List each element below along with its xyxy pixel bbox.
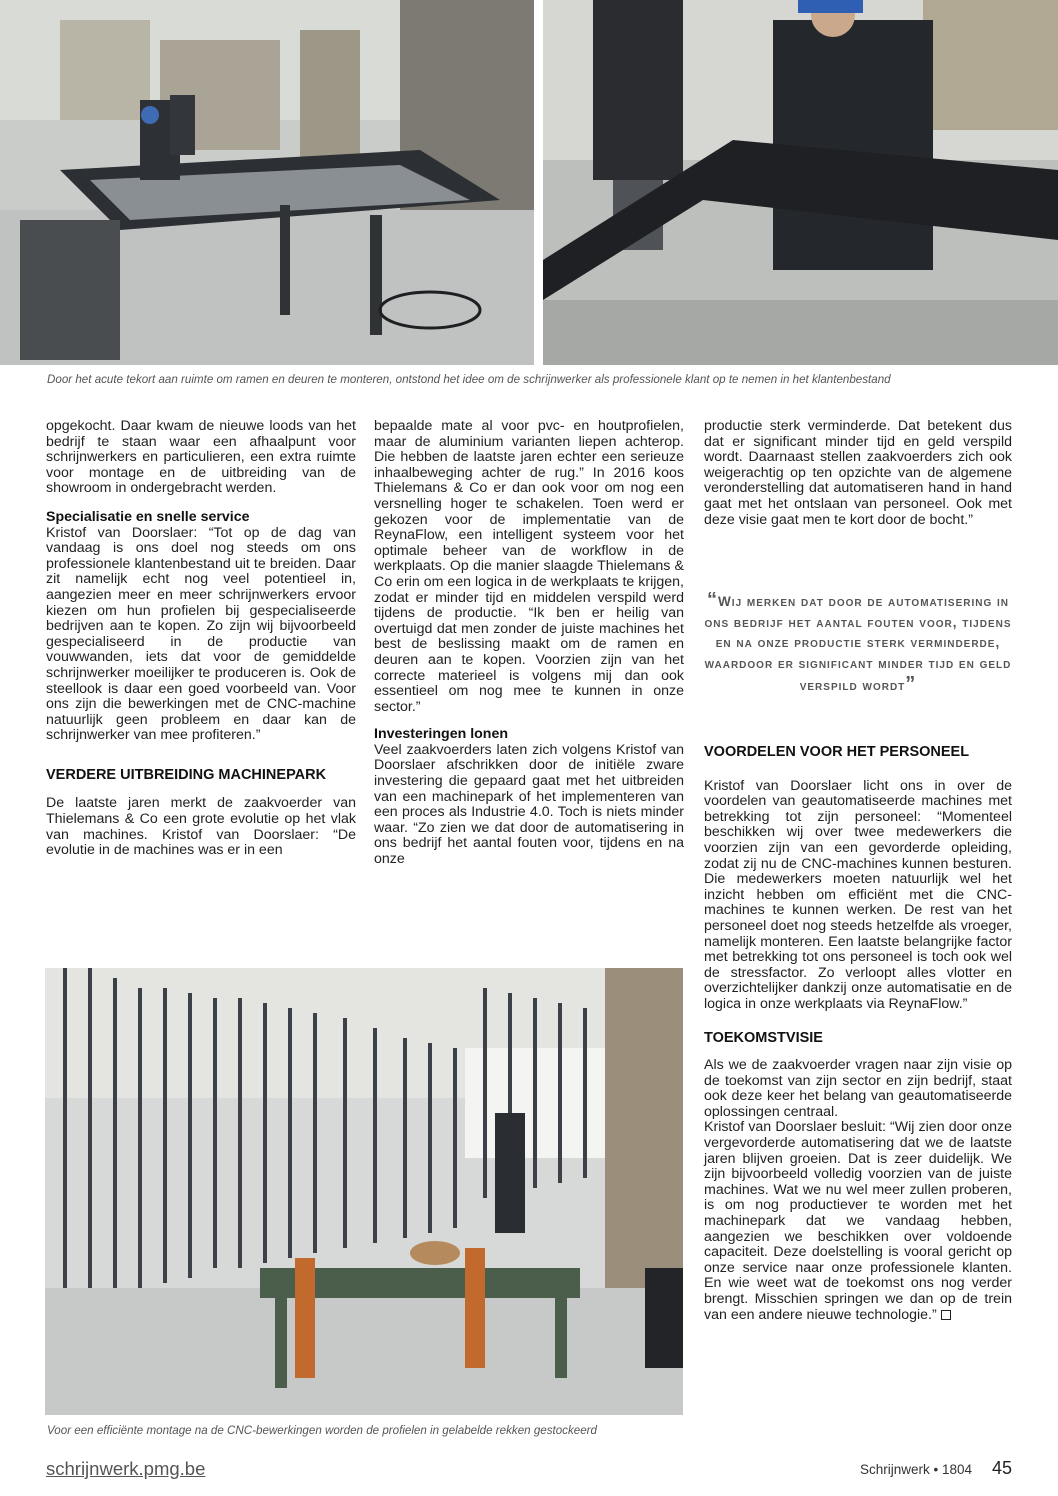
paragraph: productie sterk verminderde. Dat betekent dus dat er significant minder tijd en geld verspild wordt. Daarnaast stellen zaakvoerders zich ook weigerachtig op ten opzichte van de algemene veronderstelling dat automatiseren hand in hand gaat met het ontslaan van personeel. Ook met deze visie gaat men te kort door de bocht.” [704, 418, 1012, 528]
photo-storage-racks [45, 968, 683, 1415]
section-heading-toekomstvisie: TOEKOMSTVISIE [704, 1029, 823, 1046]
paragraph: bepaalde mate al voor pvc- en houtprofielen, maar de aluminium varianten liepen achterop. Die hebben de laatste jaren echter een serieuze inhaalbeweging achter de rug.” In 2016 koos Thielemans & Co er dan ook voor om nog een versnelling hoger te schakelen. Toen werd er gekozen voor de implementatie van de ReynaFlow, een intelligent systeem voor het optimale beheer van de workflow in de werkplaats. Op die manier slaagde Thielemans & Co erin om een logica in de werkplaats te krijgen, zodat er minder tijd en middelen verspild werd tijdens de productie. “Ik ben er heilig van overtuigd dat men zonder de juiste machines het best de beslissing maakt om de ramen en deuren aan te kopen. Voorzien zijn van het correcte materieel is volgens mij dan ook essentieel om nog mee te kunnen in onze sector.” [374, 418, 684, 715]
article-column-3 [704, 745, 1012, 1323]
article-column-2 [374, 419, 684, 868]
subheading-investeringen: Investeringen lonen [374, 726, 509, 743]
paragraph: opgekocht. Daar kwam de nieuwe loods van het bedrijf te staan waar een afhaalpunt voor schrijnwerkers en particulieren, een extra ruimte voor montage en de uitbreiding van de showroom in ondergebracht werden. [46, 418, 356, 497]
closing-text: Kristof van Doorslaer besluit: “Wij zien door onze vergevorderde automatisering dat we de laatste jaren blijven groeien. Dat is zeer duidelijk. We zijn bijvoorbeeld volledig voorzien van de juiste machines. Wat we nu wel meer zullen proberen, is om nog productiever te worden met het machinepark dat we vandaag hebben, aangezien we beschikken over voldoende capaciteit. Deze doelstelling is vooral gericht op onze service naar onze professionele klanten. En wie weet wat de toekomst ons nog verder brengt. Misschien springen we dan op de trein van een andere nieuwe technologie.” [704, 1119, 1012, 1323]
photo-worker-profile [543, 0, 1058, 365]
paragraph: Kristof van Doorslaer licht ons in over de voordelen van geautomatiseerde machines met betrekking tot zijn personeel: “Momenteel beschikken wij over twee medewerkers die voorzien zijn van een gevorderde opleiding, zodat zij nu de CNC-machines kunnen besturen. Die medewerkers moeten natuurlijk wel het inzicht hebben om efficiënt met die CNC-machines te kunnen werken. De rest van het personeel doet nog steeds hetzelfde als vroeger, namelijk monteren. Een laatste belangrijke factor met betrekking tot ons personeel is toch ook wel de stressfactor. Zo verloopt alles vlotter en overzichtelijker dankzij onze automatisatie en de logica in onze werkplaats via ReynaFlow.” [704, 777, 1012, 1012]
paragraph: Veel zaakvoerders laten zich volgens Kristof van Doorslaer afschrikken door de initiële zware investering die gepaard gaat met het uitbreiden van een machinepark of het implementeren van een proces als Industrie 4.0. Toch is niets minder waar. “Zo zien we dat door de automatisering in ons bedrijf het aantal fouten voor, tijdens en na onze [374, 741, 684, 868]
footer-magazine-issue: Schrijnwerk • 1804 [860, 1462, 973, 1477]
end-mark-icon [941, 1310, 951, 1320]
photo-workshop-assembly [0, 0, 534, 365]
article-column-1 [46, 419, 356, 859]
footer-website-link[interactable]: schrijnwerk.pmg.be [46, 1458, 206, 1479]
section-heading-machinepark: VERDERE UITBREIDING MACHINEPARK [46, 766, 327, 783]
paragraph: Kristof van Doorslaer: “Tot op de dag van vandaag is ons doel nog steeds om ons professionele klantenbestand uit te breiden. Daar zit namelijk echt nog veel potentieel in, aangezien meer en meer schrijnwerkers ervoor kiezen om hun profielen bij gespecialiseerde bedrijven aan te kopen. Zo zijn wij bijvoorbeeld gespecialiseerd in de productie van vouwwanden, iets dat voor de gemiddelde schrijnwerker moeilijker te produceren is. Ook de steellook is daar een goed voorbeeld van. Voor ons zijn die bewerkingen met de CNC-machine natuurlijk geen probleem en daar kan de schrijnwerker van mee profiteren.” [46, 524, 356, 744]
section-heading-personeel: VOORDELEN VOOR HET PERSONEEL [704, 744, 970, 760]
pull-quote-text: Wij merken dat door de automatisering in ons bedrijf het aantal fouten voor, tijdens en na onze productie sterk verminderde, waardoor er significant minder tijd en geld verspild wordt [704, 594, 1012, 694]
paragraph: De laatste jaren merkt de zaakvoerder van Thielemans & Co een grote evolutie op het vlak van machines. Kristof van Doorslaer: “De evolutie in de machines was er in een [46, 795, 356, 859]
pull-quote: “Wij merken dat door de automatisering in ons bedrijf het aantal fouten voor, tijdens en na onze productie sterk verminderde, waardoor er significant minder tijd en geld verspild wordt” [704, 589, 1012, 696]
caption-top-photos: Door het acute tekort aan ruimte om ramen en deuren te monteren, ontstond het idee om de schrijnwerker als professionele klant op te nemen in het klantenbestand [47, 373, 891, 386]
subheading-specialisatie: Specialisatie en snelle service [46, 508, 250, 525]
page-number: 45 [992, 1458, 1013, 1478]
caption-bottom-photo: Voor een efficiënte montage na de CNC-bewerkingen worden de profielen in gelabelde rekken gestockeerd [47, 1424, 597, 1437]
paragraph: Als we de zaakvoerder vragen naar zijn visie op de toekomst van zijn sector en zijn bedrijf, staat ook deze keer het belang van geautomatiseerde oplossingen centraal. [704, 1057, 1012, 1120]
article-column-3-top [704, 419, 1012, 528]
paragraph-closing [704, 1120, 1012, 1323]
